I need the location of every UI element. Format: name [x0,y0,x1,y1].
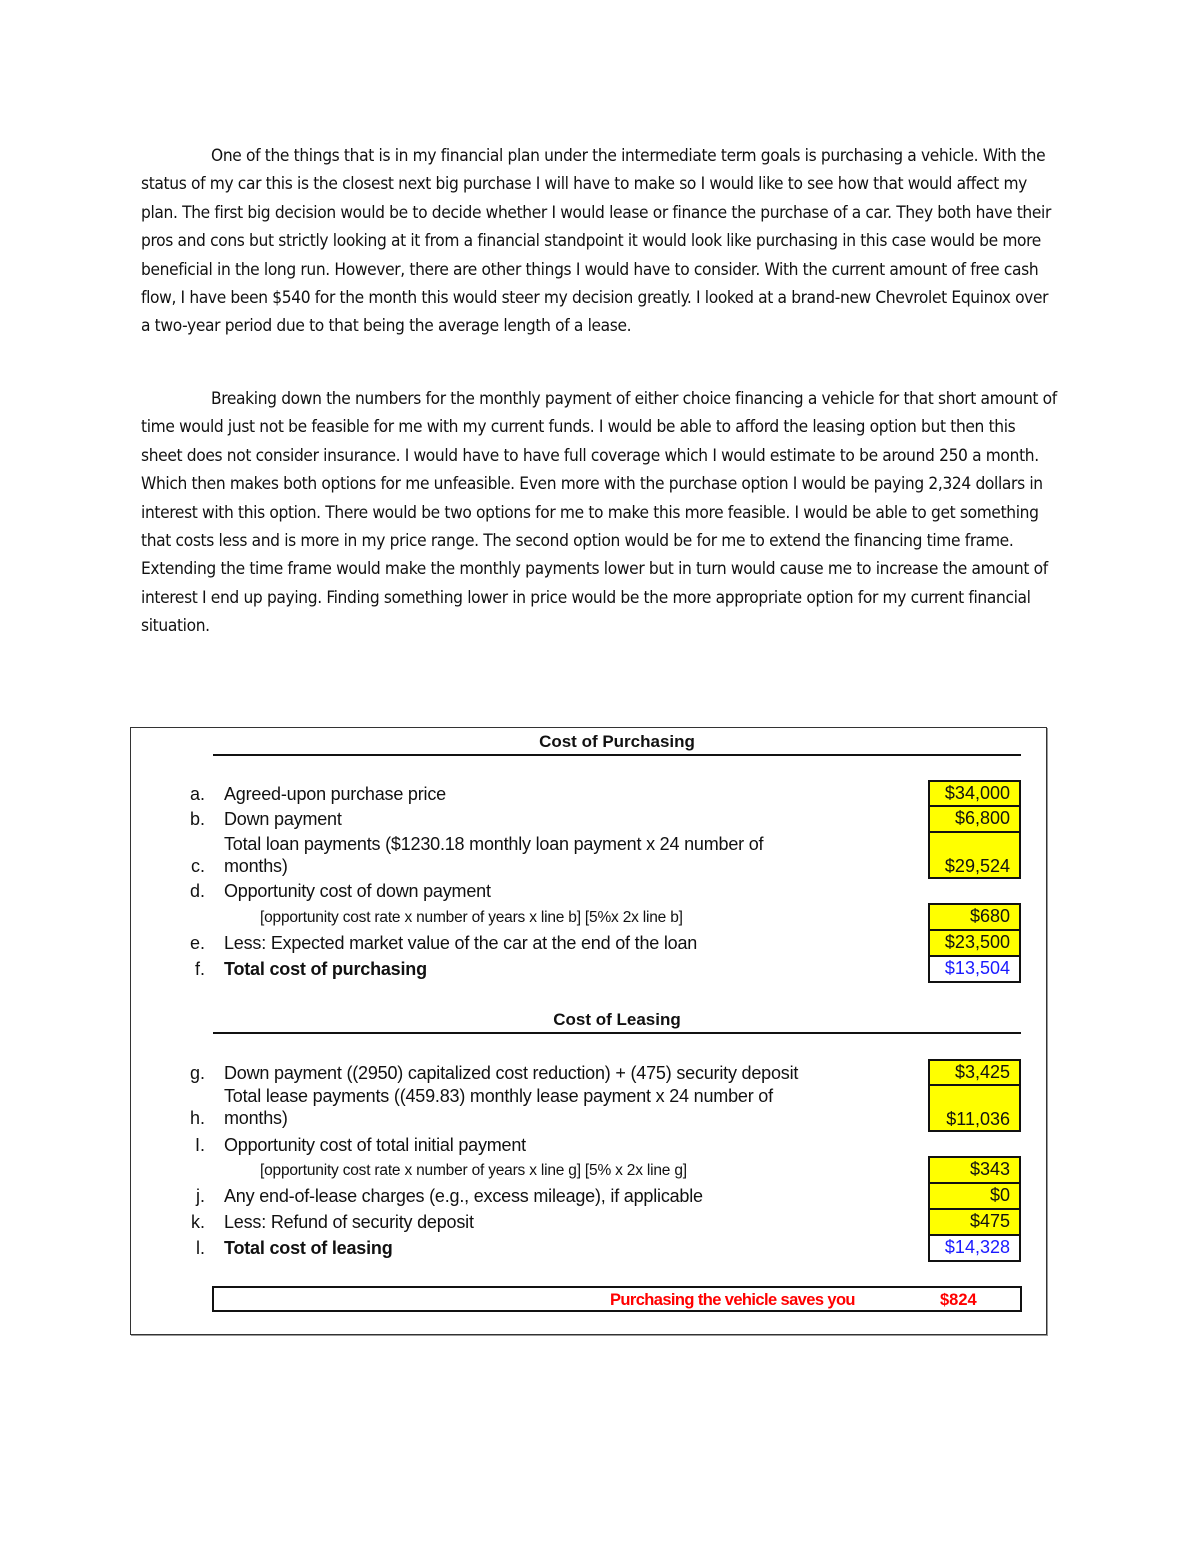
cell-total-loan-payments[interactable] [928,831,1021,879]
row-letter-g: g. [189,1063,205,1083]
row-letter-l: l. [196,1238,205,1258]
cell-market-value[interactable]: $23,500 [928,929,1021,957]
cell-lease-down-payment[interactable]: $3,425 [928,1059,1021,1086]
savings-label: Purchasing the vehicle saves you [610,1291,855,1309]
cell-down-payment[interactable]: $6,800 [928,805,1021,833]
row-label-end-of-lease-charges: Any end-of-lease charges (e.g., excess mileage), if applicable [224,1186,703,1206]
row-letter-a: a. [189,784,205,804]
cell-total-cost-leasing: $14,328 [928,1234,1021,1262]
row-sublabel-opportunity-cost-lease-formula: [opportunity cost rate x number of years x line g] [5% x 2x line g] [260,1162,687,1179]
cell-total-lease-payments[interactable] [928,1084,1021,1132]
cost-of-leasing-heading: Cost of Leasing [213,1008,1021,1034]
essay-paragraph-2 [141,385,1061,641]
row-letter-e: e. [189,933,205,953]
row-label-purchase-price: Agreed-upon purchase price [224,784,446,804]
cell-refund-security-deposit[interactable]: $475 [928,1208,1021,1236]
row-label-down-payment: Down payment [224,809,342,829]
row-label-refund-security-deposit: Less: Refund of security deposit [224,1212,474,1232]
row-sublabel-opportunity-cost-formula: [opportunity cost rate x number of years x line b] [5%x 2x line b] [260,909,683,926]
row-label-total-lease-payments-cont: months) [224,1108,288,1128]
row-letter-d: d. [189,881,205,901]
essay-paragraph-2-text: Breaking down the numbers for the monthly payment of either choice financing a vehicle for that short amount of time would just not be feasible for me with my current funds. I would be able to afford the leasing option but then this sheet does not consider insurance. I would have to have full coverage which I would estimate to be around 250 a month. Which then makes both options for me unfeasible. Even more with the purchase option I would be paying 2,324 dollars in interest with this option. There would be two options for me to make this more feasible. I would be able to get something that costs less and is more in my price range. The second option would be for me to extend the financing time frame. Extending the time frame would make the monthly payments lower but in turn would cause me to increase the amount of interest I end up paying. Finding something lower in price would be the more appropriate option for my current financial situation. [141,389,1057,637]
row-label-market-value: Less: Expected market value of the car at the end of the loan [224,933,698,953]
cell-purchase-price[interactable]: $34,000 [928,780,1021,807]
row-label-lease-down-payment: Down payment ((2950) capitalized cost reduction) + (475) security deposit [224,1063,799,1083]
row-label-total-cost-leasing: Total cost of leasing [224,1238,393,1258]
row-label-opportunity-cost-initial: Opportunity cost of total initial payment [224,1135,526,1155]
row-letter-b: b. [189,809,205,829]
cell-total-cost-purchasing: $13,504 [928,955,1021,983]
essay-paragraph-1-text: One of the things that is in my financial plan under the intermediate term goals is purchasing a vehicle. With the status of my car this is the closest next big purchase I will have to make so I would like to see how that would affect my plan. The first big decision would be to decide whether I would lease or finance the purchase of a car. They both have their pros and cons but strictly looking at it from a financial standpoint it would look like purchasing in this case would be more beneficial in the long run. However, there are other things I would have to consider. With the current amount of free cash flow, I have been $540 for the month this would steer my decision greatly. I looked at a brand-new Chevrolet Equinox over a two-year period due to that being the average length of a lease. [141,146,1051,337]
row-label-total-lease-payments: Total lease payments ((459.83) monthly lease payment x 24 number of [224,1086,773,1106]
row-letter-k: k. [190,1212,205,1232]
cell-end-of-lease-charges[interactable]: $0 [928,1182,1021,1210]
row-label-total-loan-payments: Total loan payments ($1230.18 monthly loan payment x 24 number of [224,834,764,854]
row-label-opportunity-cost-down: Opportunity cost of down payment [224,881,491,901]
row-letter-f: f. [194,959,205,979]
row-label-total-loan-payments-cont: months) [224,856,288,876]
cell-total-lease-payments-value: $11,036 [946,1109,1010,1129]
row-label-total-cost-purchasing: Total cost of purchasing [224,959,427,979]
savings-value: $824 [940,1291,977,1309]
essay-paragraph-1 [141,142,1061,341]
row-letter-c: c. [190,856,205,876]
row-letter-j: j. [196,1186,205,1206]
row-letter-h: h. [189,1108,205,1128]
cell-total-loan-payments-value: $29,524 [944,856,1010,876]
cost-of-purchasing-heading: Cost of Purchasing [213,730,1021,756]
cell-opportunity-cost-down[interactable]: $680 [928,903,1021,931]
row-letter-i: I. [194,1135,205,1155]
cell-opportunity-cost-initial[interactable]: $343 [928,1156,1021,1184]
